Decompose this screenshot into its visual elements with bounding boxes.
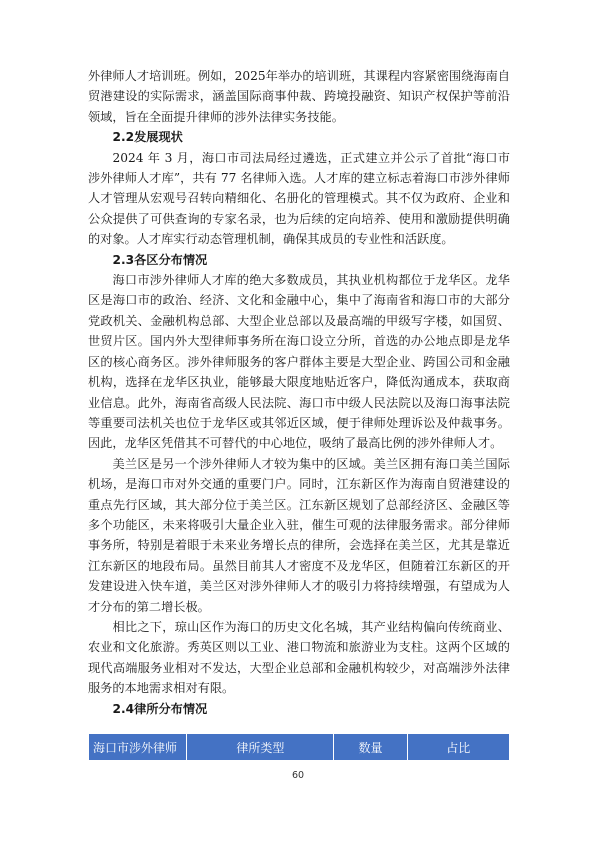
section-heading-2-4: 2.4律所分布情况 <box>112 701 208 716</box>
section-heading-2-3: 2.3各区分布情况 <box>112 252 208 267</box>
table-header-row <box>89 734 510 761</box>
section-heading-2-2: 2.2发展现状 <box>112 130 183 145</box>
paragraph-meilan-district: 美兰区是另一个涉外律师人才较为集中的区域。美兰区拥有海口美兰国际机场，是海口市对外交通的重要门户。同时，江东新区作为海南自贸港建设的重点先行区域，其大部分位于美兰区。江东新区规划了总部经济区、金融区等多个功能区，未来将吸引大量企业入驻，催生可观的法律服务需求。部分律师事务所，特别是着眼于未来业务增长点的律所，会选择在美兰区，尤其是靠近江东新区的地段布局。虽然目前其人才密度不及龙华区，但随着江东新区的开发建设进入快车道，美兰区对涉外律师人才的吸引力将持续增强，有望成为人才分布的第二增长极。 <box>88 456 510 614</box>
table-header-cell: 律所类型 <box>187 734 334 761</box>
paragraph-development-status: 2024 年 3 月，海口市司法局经过遴选，正式建立并公示了首批“海口市涉外律师人才库”，共有 77 名律师入选。人才库的建立标志着海口市涉外律师人才管理从宏观号召转向精细化、名册化的管理模式。其不仅为政府、企业和公众提供了可供查询的专家名录，也为后续的定向培养、使用和激励提供明确的对象。人才库实行动态管理机制，确保其成员的专业性和活跃度。 <box>88 150 510 247</box>
law-firm-distribution-table <box>88 733 510 761</box>
paragraph-qiongshan-xiuying: 相比之下，琼山区作为海口的历史文化名城，其产业结构偏向传统商业、农业和文化旅游。秀英区则以工业、港口物流和旅游业为支柱。这两个区域的现代高端服务业相对不发达，大型企业总部和金融机构较少，对高端涉外法律服务的本地需求相对有限。 <box>88 619 510 696</box>
table-header-cell: 海口市涉外律师 <box>89 734 187 761</box>
page-number: 60 <box>291 770 305 781</box>
table-header-cell: 数量 <box>334 734 407 761</box>
paragraph-longhua-district: 海口市涉外律师人才库的绝大多数成员，其执业机构都位于龙华区。龙华区是海口市的政治、经济、文化和金融中心，集中了海南省和海口市的大部分党政机关、金融机构总部、大型企业总部以及最高端的甲级写字楼，如国贸、世贸片区。国内外大型律师事务所在海口设立分所，首选的办公地点即是龙华区的核心商务区。涉外律师服务的客户群体主要是大型企业、跨国公司和金融机构，选择在龙华区执业，能够最大限度地贴近客户，降低沟通成本，获取商业信息。此外，海南省高级人民法院、海口市中级人民法院以及海口海事法院等重要司法机关也位于龙华区或其邻近区域，便于律师处理诉讼及仲裁事务。因此，龙华区凭借其不可替代的中心地位，吸纳了最高比例的涉外律师人才。 <box>88 273 510 451</box>
paragraph-training-continued: 外律师人才培训班。例如，2025年举办的培训班，其课程内容紧密围绕海南自贸港建设的实际需求，涵盖国际商事仲裁、跨境投融资、知识产权保护等前沿领域，旨在全面提升律师的涉外法律实务技能。 <box>88 69 510 124</box>
page-body <box>88 66 510 719</box>
table-header-cell: 占比 <box>407 734 509 761</box>
